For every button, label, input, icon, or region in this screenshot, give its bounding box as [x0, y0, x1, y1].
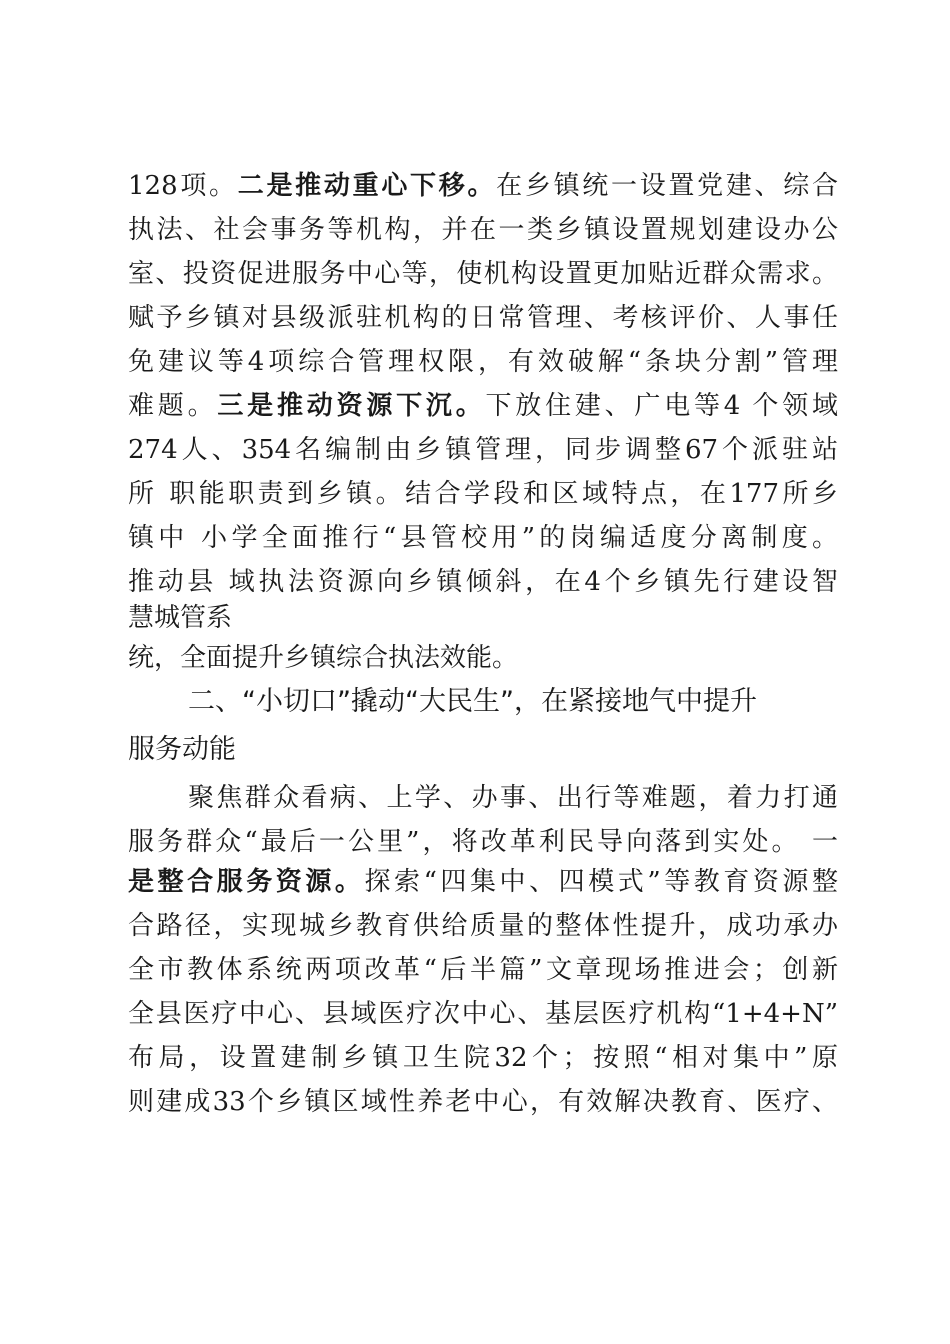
text-segment: 128项。	[128, 171, 238, 201]
text-segment: 所 职能职责到乡镇。结合学段和区域特点，在177所乡	[128, 479, 838, 509]
body-line	[128, 562, 838, 602]
text-segment: 探索“四集中、四模式”等教育资源整	[364, 867, 838, 897]
text-segment: 统，全面提升乡镇综合执法效能。	[128, 643, 519, 673]
text-segment: 赋予乡镇对县级派驻机构的日常管理、考核评价、人事任	[128, 303, 838, 333]
text-segment: 全市教体系统两项改革“后半篇”文章现场推进会；创新	[128, 955, 838, 985]
body-line	[128, 430, 838, 470]
body-line	[128, 822, 838, 862]
section-heading	[188, 682, 838, 722]
text-segment: 下放住建、广电等4 个领域	[485, 391, 838, 421]
body-line	[128, 1038, 838, 1078]
text-segment: 服务群众“最后一公里”，将改革利民导向落到实处。 一	[128, 827, 838, 857]
body-line	[128, 598, 838, 638]
text-segment: 聚焦群众看病、上学、办事、出行等难题，着力打通	[188, 783, 838, 813]
body-line	[128, 1082, 838, 1122]
body-line	[128, 638, 838, 678]
body-line	[128, 254, 838, 294]
bold-lead-in: 是整合服务资源。	[128, 867, 365, 897]
body-line	[128, 166, 838, 206]
text-segment: 镇中 小学全面推行“县管校用”的岗编适度分离制度。	[128, 523, 838, 553]
heading-text: 二、“小切口”撬动“大民生”，在紧接地气中提升	[188, 686, 757, 717]
text-segment: 执法、社会事务等机构，并在一类乡镇设置规划建设办公	[128, 215, 838, 245]
text-segment: 慧城管系	[128, 603, 233, 633]
body-line	[128, 342, 838, 382]
bold-lead-in: 三是推动资源下沉。	[217, 391, 486, 421]
text-segment: 免建议等4项综合管理权限，有效破解“条块分割”管理	[128, 347, 838, 377]
body-line	[128, 210, 838, 250]
body-line	[128, 474, 838, 514]
body-line	[128, 862, 838, 902]
text-segment: 在乡镇统一设置党建、综合	[496, 171, 838, 201]
body-line	[128, 950, 838, 990]
text-segment: 布局，设置建制乡镇卫生院32个；按照“相对集中”原	[128, 1043, 838, 1073]
body-line	[128, 298, 838, 338]
bold-lead-in: 二是推动重心下移。	[237, 171, 497, 201]
text-segment: 全县医疗中心、县域医疗次中心、基层医疗机构“1+4+N”	[128, 999, 838, 1029]
text-segment: 推动县 域执法资源向乡镇倾斜，在4个乡镇先行建设智	[128, 567, 838, 597]
section-heading-continued	[128, 730, 838, 770]
heading-text: 服务动能	[128, 734, 236, 765]
text-segment: 合路径，实现城乡教育供给质量的整体性提升，成功承办	[128, 911, 838, 941]
text-segment: 室、投资促进服务中心等，使机构设置更加贴近群众需求。	[128, 259, 838, 289]
text-segment: 274人、354名编制由乡镇管理，同步调整67个派驻站	[128, 435, 838, 465]
body-line	[128, 906, 838, 946]
body-line	[128, 518, 838, 558]
text-segment: 则建成33个乡镇区域性养老中心，有效解决教育、医疗、	[128, 1087, 838, 1117]
body-line	[128, 994, 838, 1034]
text-segment: 难题。	[128, 391, 218, 421]
body-line	[188, 778, 838, 818]
body-line	[128, 386, 838, 426]
